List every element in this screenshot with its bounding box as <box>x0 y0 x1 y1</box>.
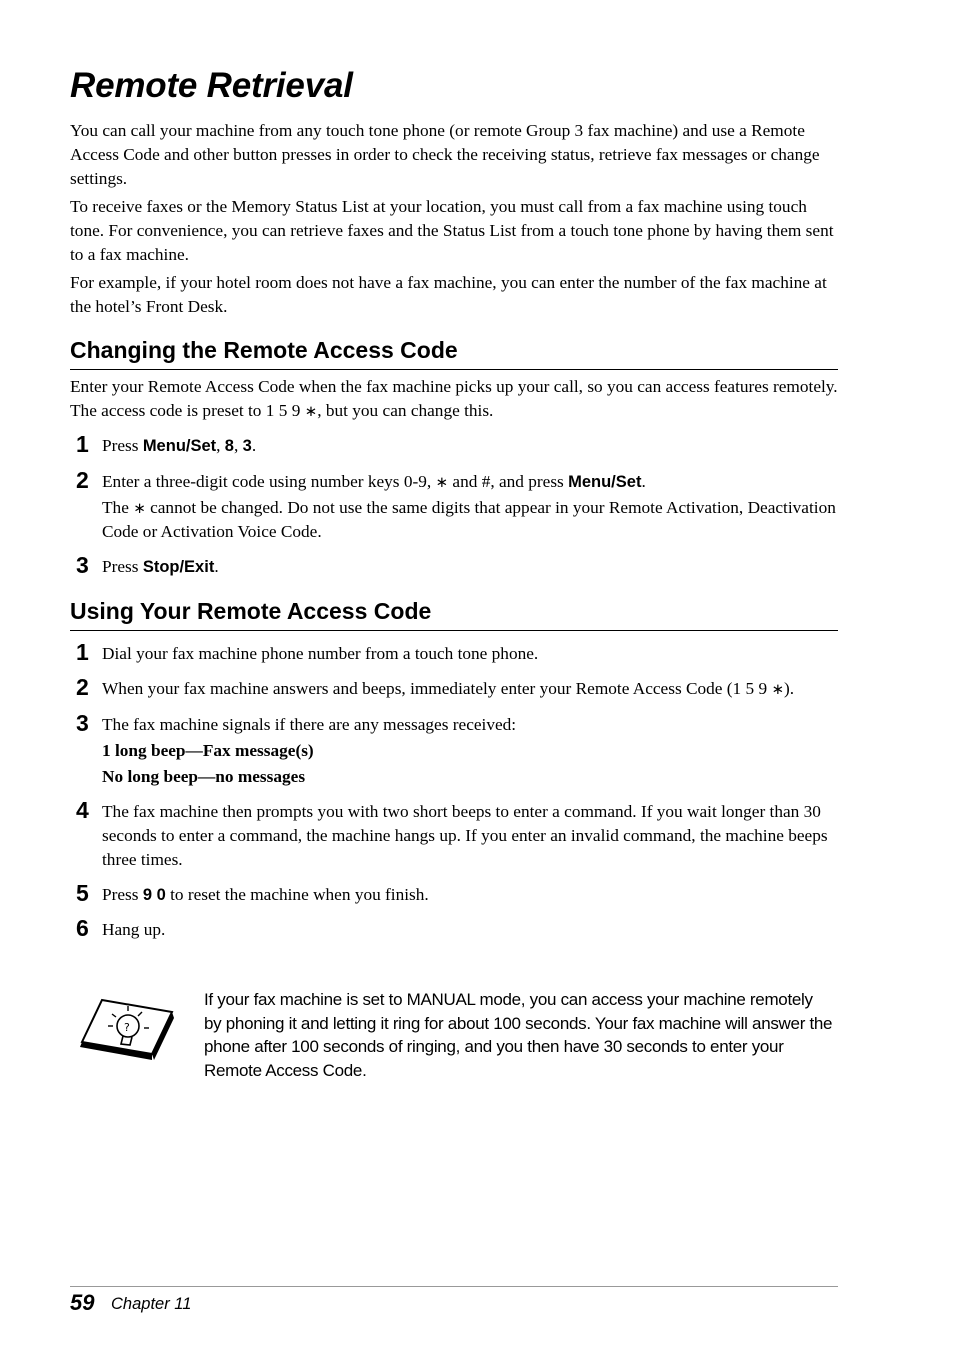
step-item <box>70 552 838 579</box>
step-text: , <box>233 436 243 455</box>
key-menu-set: Menu/Set <box>568 473 642 491</box>
step-text: . <box>641 472 646 491</box>
step-text: Press <box>102 436 143 455</box>
intro-paragraph: For example, if your hotel room does not have a fax machine, you can enter the number of the fax machine at the hotel’s Front Desk. <box>70 273 827 316</box>
step-text: ). <box>784 679 795 698</box>
step-number: 2 <box>76 674 89 700</box>
step-number: 6 <box>76 915 89 941</box>
step-text: Dial your fax machine phone number from a touch tone phone. <box>102 644 539 663</box>
changing-intro-text: , but you can change this. <box>317 401 494 420</box>
step-note-text: cannot be changed. Do not use the same digits that appear in your Remote Activation, Deactivation Code or Activation Voice Code. <box>102 498 836 541</box>
key-8: 8 <box>224 437 234 455</box>
step-text: Hang up. <box>102 920 166 939</box>
step-item <box>70 674 838 701</box>
section-heading-changing: Changing the Remote Access Code <box>70 336 838 370</box>
intro-paragraph: To receive faxes or the Memory Status List at your location, you must call from a fax machine using touch tone. For convenience, you can retrieve faxes and the Status List from a touch tone phone by having them sent to a fax machine. <box>70 197 834 264</box>
intro-paragraph: You can call your machine from any touch tone phone (or remote Group 3 fax machine) and use a Remote Access Code and other button presses in order to check the receiving status, retrieve fax messages or change settings. <box>70 121 820 188</box>
step-item <box>70 915 838 942</box>
step-number: 5 <box>76 880 89 906</box>
step-number: 2 <box>76 467 89 493</box>
step-item <box>70 431 838 458</box>
page-footer <box>70 1286 838 1315</box>
star-symbol: ∗ <box>133 499 146 517</box>
step-note <box>102 496 838 544</box>
star-symbol: ∗ <box>435 473 449 491</box>
step-text: Enter a three-digit code using number keys 0-9, <box>102 472 436 491</box>
step-text: , <box>216 436 225 455</box>
key-9-0: 9 0 <box>142 886 166 904</box>
step-text: . <box>214 557 219 576</box>
using-steps <box>70 639 838 942</box>
step-number: 1 <box>76 639 89 665</box>
chapter-label: Chapter 11 <box>111 1295 192 1313</box>
step-text: Press <box>102 885 143 904</box>
step-number: 4 <box>76 797 89 823</box>
step-text: The fax machine then prompts you with two short beeps to enter a command. If you wait longer than 30 seconds to enter a command, the machine hangs up. If you enter an invalid command, the machine beeps three times. <box>102 802 828 869</box>
changing-intro <box>70 375 838 423</box>
step-text: . <box>251 436 257 455</box>
lightbulb-tip-icon <box>76 992 176 1064</box>
using-section <box>70 597 838 942</box>
step-item <box>70 639 838 666</box>
beep-signal-fax: 1 long beep—Fax message(s) <box>102 741 314 760</box>
step-text: Press <box>102 557 143 576</box>
step-number: 1 <box>76 431 89 457</box>
changing-section <box>70 336 838 579</box>
tip-text: If your fax machine is set to MANUAL mode, you can access your machine remotely by phoning it and letting it ring for about 100 seconds. Your fax machine will answer the phone after 100 seconds of ringing, and you then have 30 seconds to enter your Remote Access Code. <box>204 990 833 1080</box>
beep-signal-none: No long beep—no messages <box>102 767 306 786</box>
star-symbol: ∗ <box>304 402 318 420</box>
tip-note <box>70 988 838 1088</box>
page-title: Remote Retrieval <box>70 66 353 105</box>
intro-section <box>70 119 838 323</box>
changing-intro-text: Enter your Remote Access Code when the fax machine picks up your call, so you can access features remotely. The access code is preset to 1 5 9 <box>70 377 838 420</box>
step-item <box>70 710 838 789</box>
step-number: 3 <box>76 552 89 578</box>
step-item <box>70 467 838 544</box>
key-3: 3 <box>242 437 252 455</box>
svg-text:?: ? <box>124 1021 130 1034</box>
step-text: When your fax machine answers and beeps, immediately enter your Remote Access Code (1 5 9 <box>102 679 772 698</box>
page-number: 59 <box>70 1290 95 1315</box>
key-menu-set: Menu/Set <box>142 437 217 455</box>
key-stop-exit: Stop/Exit <box>142 558 215 576</box>
step-text: The fax machine signals if there are any messages received: <box>102 715 517 734</box>
step-item <box>70 797 838 872</box>
step-note-text: The <box>102 498 134 517</box>
step-number: 3 <box>76 710 89 736</box>
star-symbol: ∗ <box>771 680 785 698</box>
changing-steps <box>70 431 838 579</box>
section-heading-using: Using Your Remote Access Code <box>70 597 838 631</box>
step-item <box>70 880 838 907</box>
step-text: to reset the machine when you finish. <box>165 885 429 904</box>
step-text: and #, and press <box>448 472 569 491</box>
